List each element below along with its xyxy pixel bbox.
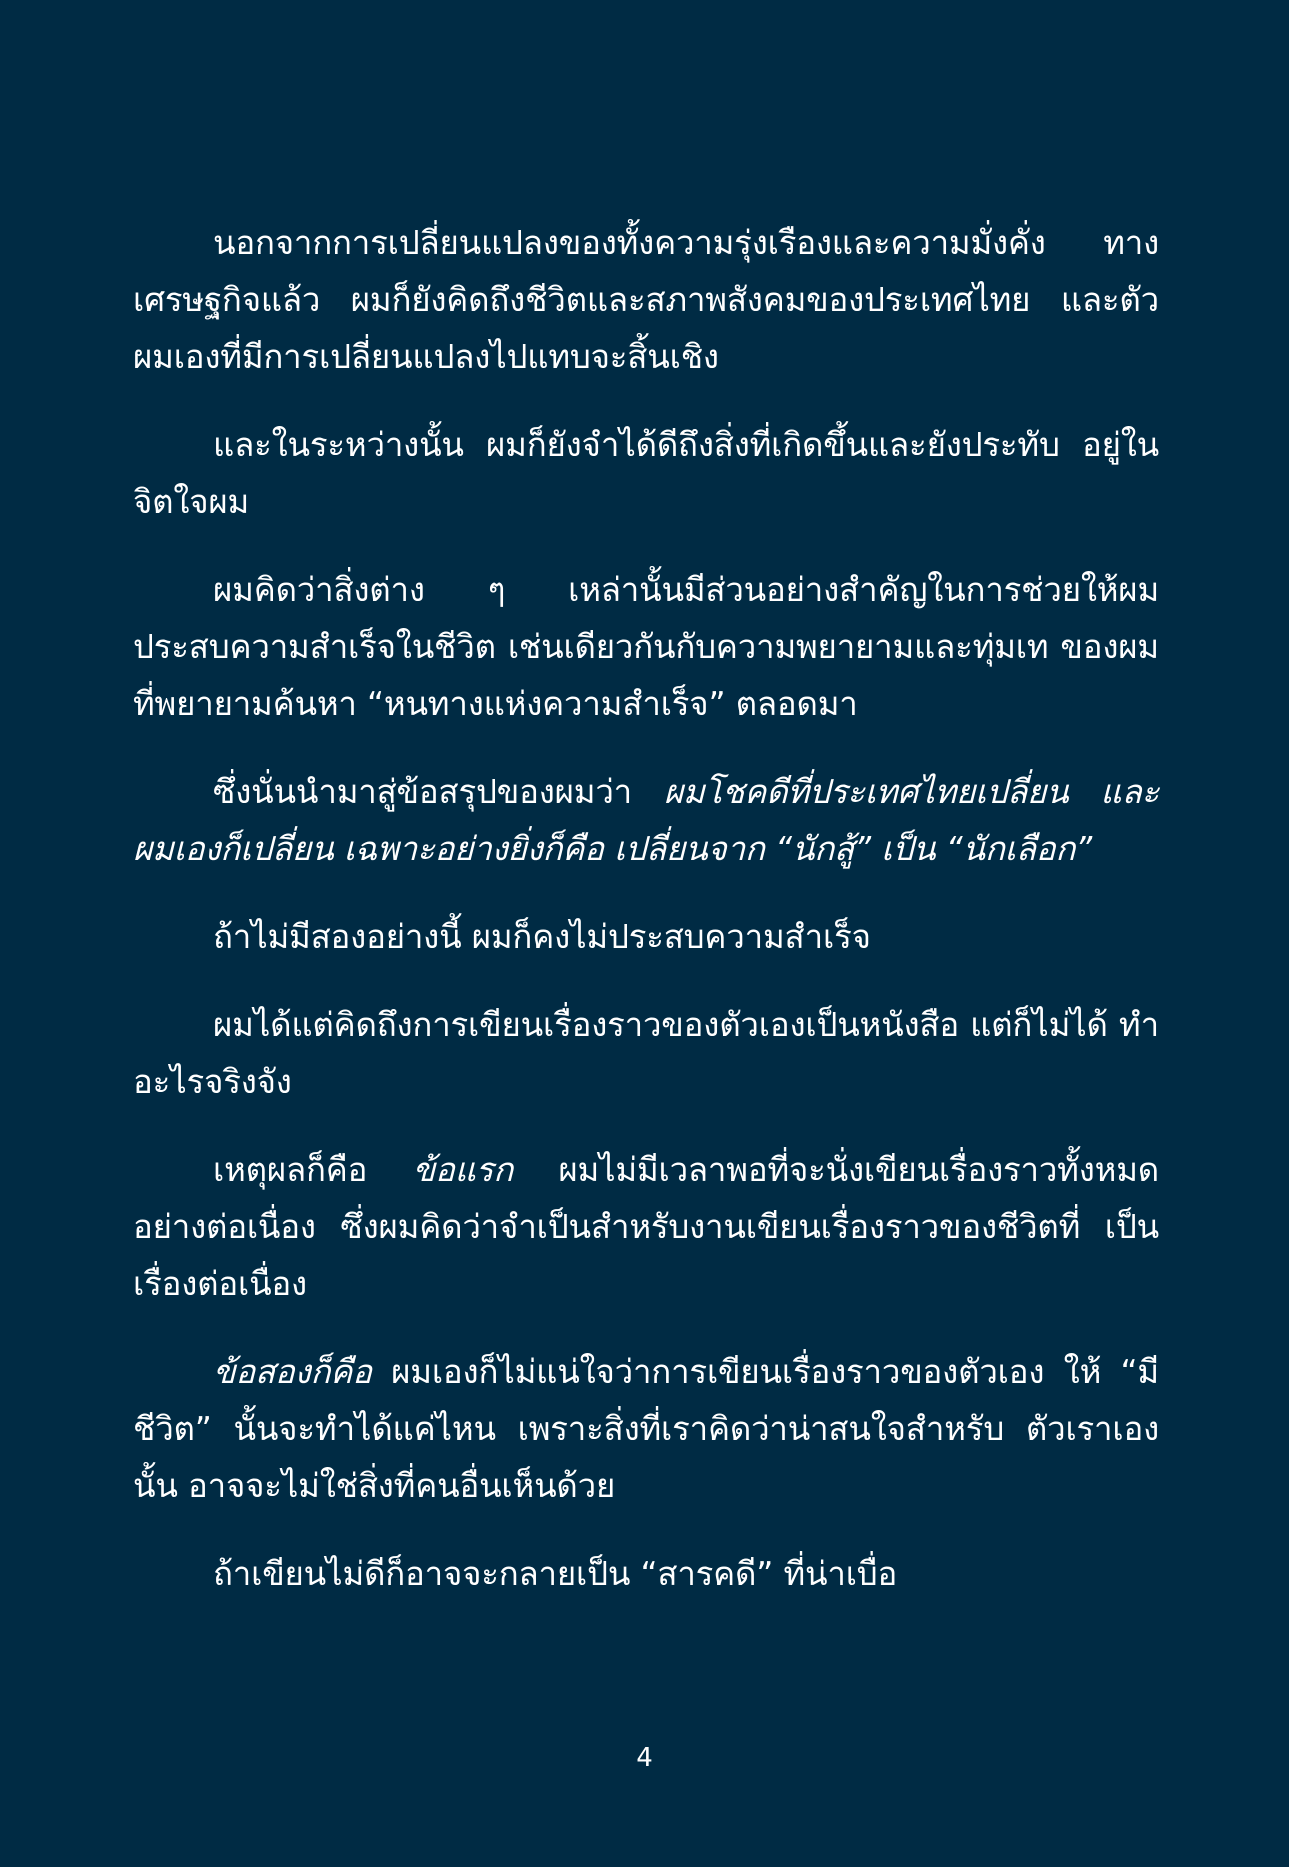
paragraph — [133, 561, 1159, 732]
italic-text: ข้อแรก — [412, 1150, 513, 1189]
italic-text: ข้อสองก็คือ — [213, 1352, 372, 1391]
paragraph — [133, 416, 1159, 530]
paragraph — [133, 908, 1159, 965]
paragraph-text: ผมคิดว่าสิ่งต่าง ๆ เหล่านั้นมีส่วนอย่างสำคัญในการช่วยให้ผม ประสบความสำเร็จในชีวิต เช่นเดียวกันกับความพยายามและทุ่มเท ของผมที่พยายามค้นหา “หนทางแห่งความสำเร็จ” ตลอดมา — [133, 570, 1159, 723]
paragraph — [133, 996, 1159, 1110]
page-number: 4 — [636, 1743, 653, 1773]
paragraph-text: นอกจากการเปลี่ยนแปลงของทั้งความรุ่งเรืองและความมั่งคั่ง ทางเศรษฐกิจแล้ว ผมก็ยังคิดถึงชีวิตและสภาพสังคมของประเทศไทย และตัวผมเองที่มีการเปลี่ยนแปลงไปแทบจะสิ้นเชิง — [133, 223, 1159, 376]
paragraph-text: ผมได้แต่คิดถึงการเขียนเรื่องราวของตัวเองเป็นหนังสือ แต่ก็ไม่ได้ ทำอะไรจริงจัง — [133, 1005, 1159, 1101]
document-body — [133, 214, 1159, 1633]
paragraph — [133, 214, 1159, 385]
paragraph — [133, 1141, 1159, 1312]
paragraph — [133, 1545, 1159, 1602]
paragraph-text: เหตุผลก็คือ — [213, 1150, 413, 1189]
italic-text: ผมโชคดีที่ประเทศไทยเปลี่ยน และ ผมเองก็เปลี่ยน เฉพาะอย่างยิ่งก็คือ เปลี่ยนจาก “นักสู้” เป็น “นักเลือก” — [133, 772, 1159, 868]
paragraph-text: ผมไม่มีเวลาพอที่จะนั่งเขียนเรื่องราวทั้งหมด อย่างต่อเนื่อง ซึ่งผมคิดว่าจำเป็นสำหรับงานเขียนเรื่องราวของชีวิตที่ เป็นเรื่องต่อเนื่อง — [133, 1150, 1159, 1303]
paragraph-text: ถ้าเขียนไม่ดีก็อาจจะกลายเป็น “สารคดี” ที่น่าเบื่อ — [213, 1554, 898, 1593]
paragraph — [133, 1343, 1159, 1514]
paragraph-text: ผมเองก็ไม่แน่ใจว่าการเขียนเรื่องราวของตัวเอง ให้ “มีชีวิต” นั้นจะทำได้แค่ไหน เพราะสิ่งที่เราคิดว่าน่าสนใจสำหรับ ตัวเราเองนั้น อาจจะไม่ใช่สิ่งที่คนอื่นเห็นด้วย — [133, 1352, 1159, 1505]
paragraph-text: และในระหว่างนั้น ผมก็ยังจำได้ดีถึงสิ่งที่เกิดขึ้นและยังประทับ อยู่ในจิตใจผม — [133, 425, 1159, 521]
paragraph — [133, 763, 1159, 877]
paragraph-text: ถ้าไม่มีสองอย่างนี้ ผมก็คงไม่ประสบความสำเร็จ — [213, 917, 871, 956]
paragraph-text: ซึ่งนั่นนำมาสู่ข้อสรุปของผมว่า — [213, 772, 664, 811]
